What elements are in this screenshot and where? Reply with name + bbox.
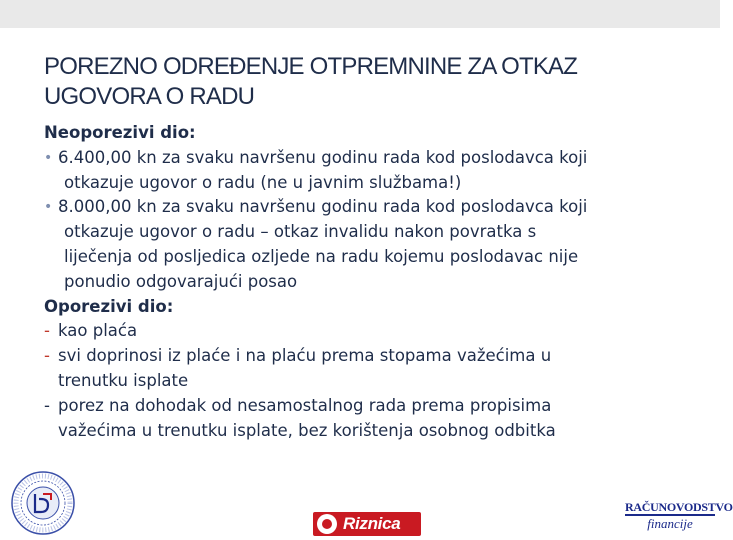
dash-marker: -: [44, 321, 50, 341]
seal-logo: [10, 470, 76, 536]
item-line: svi doprinosi iz plaće i na plaću prema stopama važećima u: [58, 346, 552, 366]
item-line: važećima u trenutku isplate, bez korištenja osobnog odbitka: [58, 420, 556, 440]
list-item: [44, 146, 684, 196]
item-line: otkazuje ugovor o radu – otkaz invalidu nakon povratka s: [64, 222, 537, 242]
title-line: UGOVORA O RADU: [44, 83, 255, 110]
top-band: [0, 0, 720, 28]
list-item: [44, 344, 684, 394]
financije-wordmark: financije: [647, 516, 693, 531]
section-heading-neoporezivi: Neoporezivi dio:: [44, 123, 196, 142]
section-heading-oporezivi: Oporezivi dio:: [44, 296, 174, 316]
dash-marker: -: [44, 346, 50, 366]
item-line: porez na dohodak od nesamostalnog rada prema propisima: [58, 395, 552, 415]
item-line: ponudio odgovarajući posao: [64, 271, 298, 291]
riznica-logo: [313, 512, 421, 536]
riznica-wordmark: Riznica: [343, 514, 401, 533]
title-line: POREZNO ODREĐENJE OTPREMNINE ZA OTKAZ: [44, 53, 578, 80]
item-line: liječenja od posljedica ozljede na radu kojemu poslodavac nije: [64, 246, 579, 266]
item-line: trenutku isplate: [58, 370, 189, 390]
racunovodstvo-logo: [625, 500, 733, 536]
list-item: [44, 394, 684, 444]
item-line: kao plaća: [58, 321, 138, 341]
slide-title: [44, 52, 684, 112]
dash-marker: -: [44, 395, 50, 415]
list-item: [44, 195, 684, 294]
item-line: 6.400,00 kn za svaku navršenu godinu rada kod poslodavca koji: [58, 147, 588, 167]
racunovodstvo-wordmark: RAČUNOVODSTVO: [625, 500, 733, 514]
list-item: [44, 319, 684, 344]
item-line: otkazuje ugovor o radu (ne u javnim službama!): [64, 172, 462, 192]
riznica-emblem-icon: [317, 514, 337, 534]
bullet-marker: •: [44, 199, 53, 216]
item-line: 8.000,00 kn za svaku navršenu godinu rada kod poslodavca koji: [58, 197, 588, 217]
slide-body: [44, 121, 684, 443]
bullet-marker: •: [44, 149, 53, 166]
